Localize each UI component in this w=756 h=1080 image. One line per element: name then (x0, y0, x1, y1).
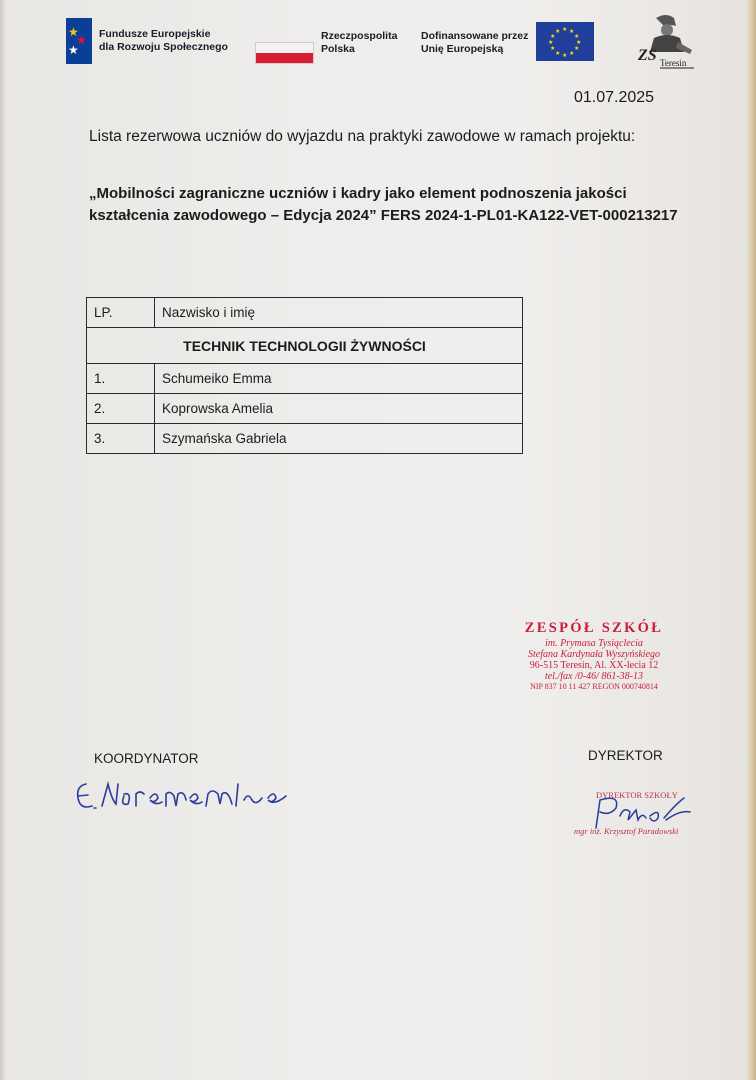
director-stamp-title: DYREKTOR SZKOŁY (596, 790, 678, 800)
fe-logo-icon: ★ ★ ★ (66, 18, 92, 64)
row-number: 1. (87, 364, 155, 394)
header-lp: LP. (87, 298, 155, 328)
svg-text:Teresin: Teresin (660, 58, 687, 68)
poland-flag-icon (255, 42, 314, 64)
project-title: „Mobilności zagraniczne uczniów i kadry jako element podnoszenia jakości kształcenia zawodowego – Edycja 2024” FERS 2024-1-PL01-KA122-VET-000213217 (89, 185, 678, 224)
table-row (87, 394, 523, 424)
table-section-row (87, 328, 523, 364)
fe-logo-text: Fundusze Europejskie dla Rozwoju Społecznego (99, 28, 228, 53)
header-name: Nazwisko i imię (155, 298, 523, 328)
stamp-line: NIP 837 10 11 427 REGON 000740814 (530, 682, 658, 691)
section-title: TECHNIK TECHNOLOGII ŻYWNOŚCI (87, 328, 523, 364)
director-stamp-name: mgr inż. Krzysztof Paradowski (574, 826, 679, 836)
stamp-line: 96-515 Teresin, Al. XX-lecia 12 (529, 660, 659, 671)
eu-flag-icon: ★ ★ ★ ★ ★ ★ ★ ★ ★ ★ ★ ★ (536, 22, 594, 61)
paper-edge-left (0, 0, 6, 1080)
row-student-name: Schumeiko Emma (155, 364, 523, 394)
document-intro: Lista rezerwowa uczniów do wyjazdu na praktyki zawodowe w ramach projektu: (89, 128, 636, 145)
row-number: 3. (87, 424, 155, 454)
director-label: DYREKTOR (588, 748, 663, 763)
table-row (87, 364, 523, 394)
poland-logo-text: Rzeczpospolita Polska (321, 30, 398, 55)
table-header-row (87, 298, 523, 328)
stamp-line: tel./fax /0-46/ 861-38-13 (544, 671, 644, 682)
stamp-line: ZESPÓŁ SZKÓŁ (524, 620, 664, 636)
stamp-line: im. Prymasa Tysiąclecia (545, 638, 643, 649)
row-student-name: Koprowska Amelia (155, 394, 523, 424)
stamp-line: Stefana Kardynała Wyszyńskiego (527, 649, 661, 660)
document-date: 01.07.2025 (574, 89, 655, 106)
reserve-list-table (86, 297, 523, 454)
row-number: 2. (87, 394, 155, 424)
row-student-name: Szymańska Gabriela (155, 424, 523, 454)
table-row (87, 424, 523, 454)
director-signature (580, 790, 700, 835)
coordinator-signature (72, 770, 322, 820)
coordinator-label: KOORDYNATOR (94, 751, 199, 766)
eu-logo-text: Dofinansowane przez Unię Europejską (421, 30, 529, 55)
paper-edge-right (746, 0, 756, 1080)
school-stamp (506, 620, 682, 691)
logo-bar (66, 16, 706, 72)
school-logo-icon (634, 12, 698, 70)
svg-text:ZS: ZS (638, 47, 657, 64)
